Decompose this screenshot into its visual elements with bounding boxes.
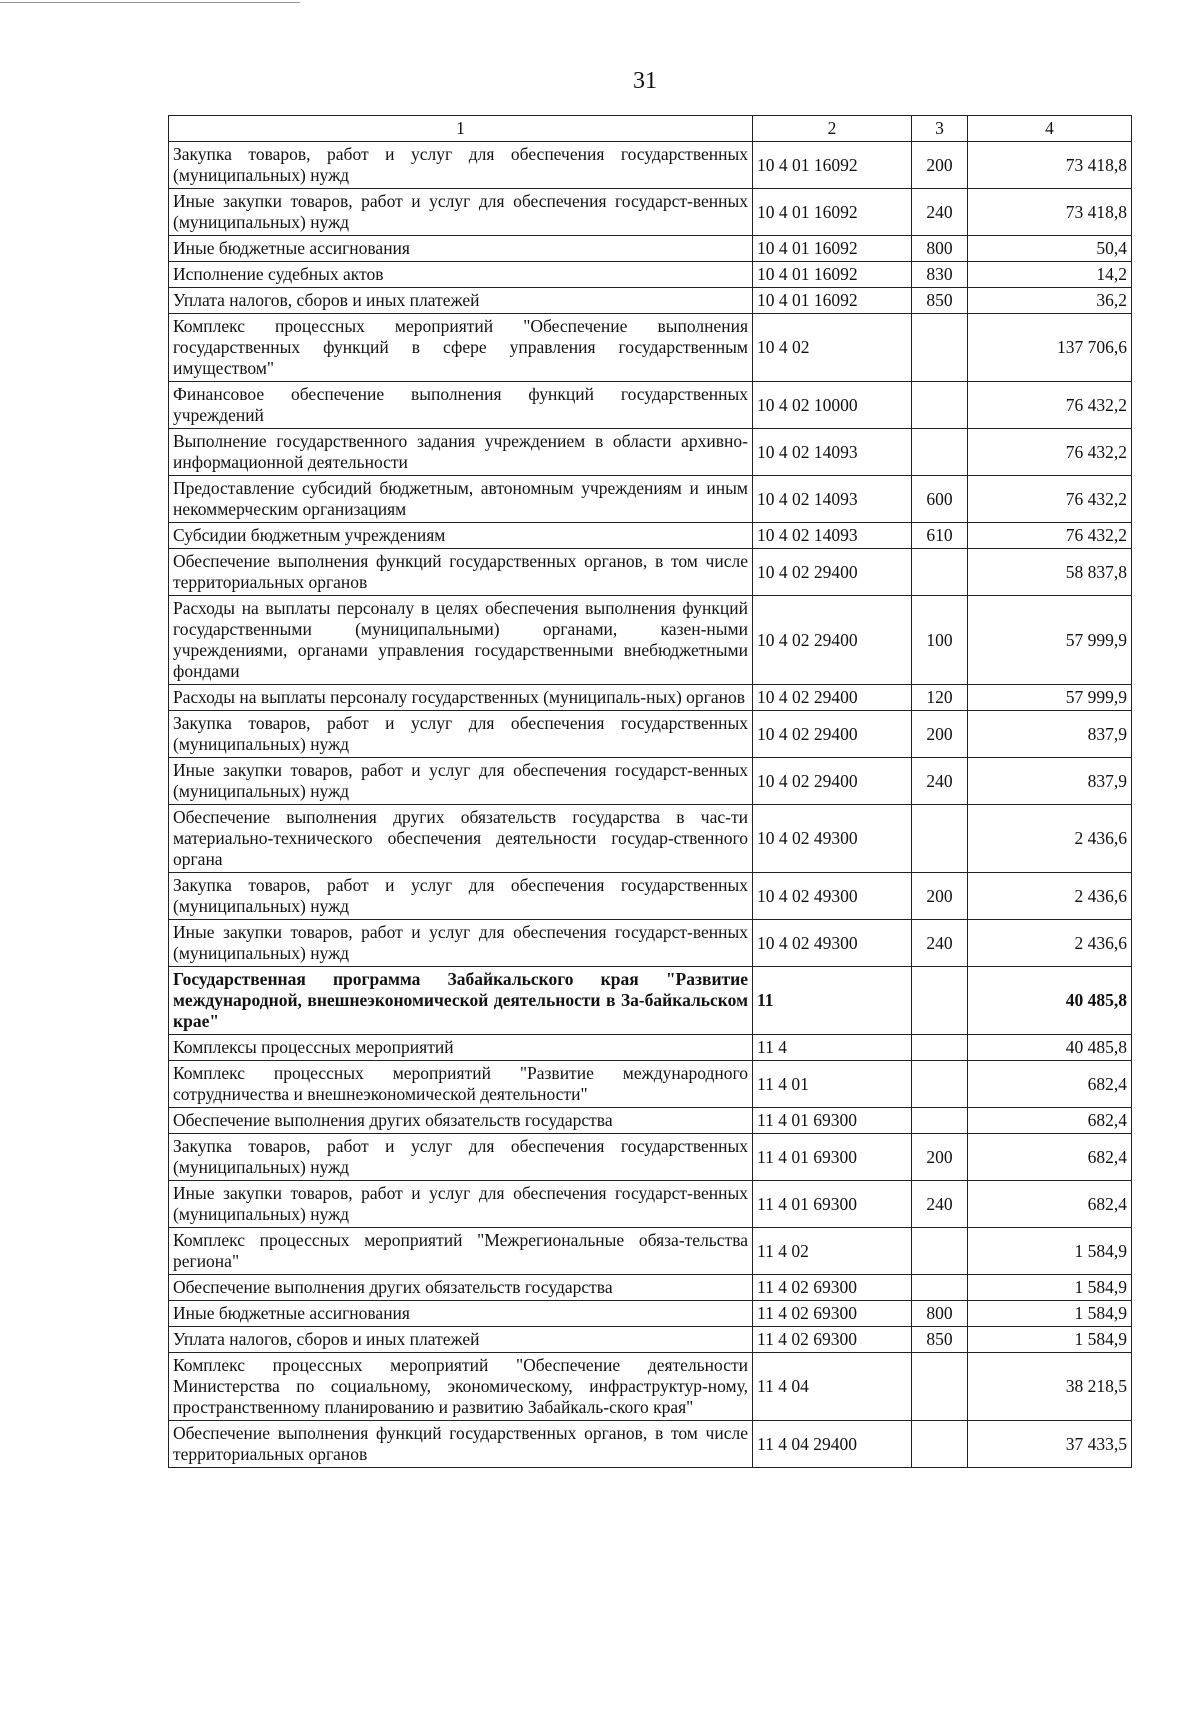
row-amount-cell: 137 706,6 bbox=[968, 314, 1132, 382]
row-amount-cell: 73 418,8 bbox=[968, 142, 1132, 189]
row-name-cell: Закупка товаров, работ и услуг для обеспечения государственных (муниципальных) нужд bbox=[169, 142, 753, 189]
row-name-cell: Иные закупки товаров, работ и услуг для обеспечения государст-венных (муниципальных) нужд bbox=[169, 1181, 753, 1228]
row-amount-cell: 2 436,6 bbox=[968, 920, 1132, 967]
row-code-cell: 11 4 01 69300 bbox=[753, 1108, 912, 1134]
row-name-cell: Закупка товаров, работ и услуг для обеспечения государственных (муниципальных) нужд bbox=[169, 873, 753, 920]
row-type-cell bbox=[912, 549, 968, 596]
table-row bbox=[169, 314, 1132, 382]
row-name-cell: Расходы на выплаты персоналу в целях обеспечения выполнения функций государственными (муниципальными) органами, казен-ными учреждениями, органами управления государственными внебюджетными фондами bbox=[169, 596, 753, 685]
row-name-cell: Иные бюджетные ассигнования bbox=[169, 236, 753, 262]
row-name-cell: Комплекс процессных мероприятий "Развитие международного сотрудничества и внешнеэкономической деятельности" bbox=[169, 1061, 753, 1108]
row-type-cell: 100 bbox=[912, 596, 968, 685]
table-row bbox=[169, 476, 1132, 523]
row-code-cell: 10 4 01 16092 bbox=[753, 262, 912, 288]
row-type-cell bbox=[912, 1353, 968, 1421]
row-type-cell: 850 bbox=[912, 288, 968, 314]
table-row bbox=[169, 1108, 1132, 1134]
row-name-cell: Комплекс процессных мероприятий "Межрегиональные обяза-тельства региона" bbox=[169, 1228, 753, 1275]
row-type-cell bbox=[912, 967, 968, 1035]
row-type-cell: 830 bbox=[912, 262, 968, 288]
table-row bbox=[169, 189, 1132, 236]
table-row bbox=[169, 758, 1132, 805]
table-row bbox=[169, 236, 1132, 262]
table-row bbox=[169, 262, 1132, 288]
table-row bbox=[169, 1035, 1132, 1061]
row-amount-cell: 682,4 bbox=[968, 1134, 1132, 1181]
row-amount-cell: 682,4 bbox=[968, 1061, 1132, 1108]
table-row bbox=[169, 920, 1132, 967]
row-name-cell: Обеспечение выполнения других обязательств государства bbox=[169, 1275, 753, 1301]
row-type-cell: 120 bbox=[912, 685, 968, 711]
row-name-cell: Выполнение государственного задания учреждением в области архивно-информационной деятельности bbox=[169, 429, 753, 476]
table-row bbox=[169, 523, 1132, 549]
row-code-cell: 10 4 02 29400 bbox=[753, 758, 912, 805]
table-row bbox=[169, 549, 1132, 596]
row-code-cell: 11 4 02 69300 bbox=[753, 1301, 912, 1327]
row-code-cell: 11 4 01 69300 bbox=[753, 1181, 912, 1228]
header-cell-1: 1 bbox=[169, 116, 753, 142]
row-name-cell: Предоставление субсидий бюджетным, автономным учреждениям и иным некоммерческим организациям bbox=[169, 476, 753, 523]
row-code-cell: 10 4 02 29400 bbox=[753, 549, 912, 596]
row-name-cell: Иные бюджетные ассигнования bbox=[169, 1301, 753, 1327]
row-type-cell bbox=[912, 429, 968, 476]
row-type-cell: 610 bbox=[912, 523, 968, 549]
row-code-cell: 10 4 01 16092 bbox=[753, 189, 912, 236]
row-name-cell: Иные закупки товаров, работ и услуг для обеспечения государст-венных (муниципальных) нужд bbox=[169, 189, 753, 236]
row-name-cell: Уплата налогов, сборов и иных платежей bbox=[169, 1327, 753, 1353]
row-type-cell: 800 bbox=[912, 236, 968, 262]
row-code-cell: 10 4 02 14093 bbox=[753, 523, 912, 549]
table-header-row bbox=[169, 116, 1132, 142]
row-amount-cell: 1 584,9 bbox=[968, 1327, 1132, 1353]
row-type-cell bbox=[912, 1061, 968, 1108]
row-name-cell: Уплата налогов, сборов и иных платежей bbox=[169, 288, 753, 314]
row-code-cell: 10 4 02 49300 bbox=[753, 805, 912, 873]
row-amount-cell: 1 584,9 bbox=[968, 1275, 1132, 1301]
table-row bbox=[169, 1353, 1132, 1421]
row-code-cell: 11 4 01 bbox=[753, 1061, 912, 1108]
row-code-cell: 11 4 02 69300 bbox=[753, 1275, 912, 1301]
table-row bbox=[169, 429, 1132, 476]
row-code-cell: 10 4 02 29400 bbox=[753, 685, 912, 711]
row-amount-cell: 40 485,8 bbox=[968, 1035, 1132, 1061]
row-amount-cell: 1 584,9 bbox=[968, 1228, 1132, 1275]
row-type-cell: 240 bbox=[912, 1181, 968, 1228]
row-name-cell: Обеспечение выполнения других обязательств государства bbox=[169, 1108, 753, 1134]
row-name-cell: Иные закупки товаров, работ и услуг для обеспечения государст-венных (муниципальных) нужд bbox=[169, 920, 753, 967]
row-name-cell: Комплекс процессных мероприятий "Обеспечение деятельности Министерства по социальному, экономическому, инфраструктур-ному, пространственному планированию и развитию Забайкаль-ского края" bbox=[169, 1353, 753, 1421]
row-type-cell bbox=[912, 1108, 968, 1134]
row-type-cell bbox=[912, 805, 968, 873]
row-name-cell: Обеспечение выполнения других обязательств государства в час-ти материально-технического обеспечения деятельности государ-ственного органа bbox=[169, 805, 753, 873]
row-name-cell: Финансовое обеспечение выполнения функций государственных учреждений bbox=[169, 382, 753, 429]
row-amount-cell: 40 485,8 bbox=[968, 967, 1132, 1035]
row-amount-cell: 76 432,2 bbox=[968, 523, 1132, 549]
table-row bbox=[169, 1327, 1132, 1353]
row-type-cell: 240 bbox=[912, 189, 968, 236]
row-amount-cell: 2 436,6 bbox=[968, 873, 1132, 920]
header-cell-4: 4 bbox=[968, 116, 1132, 142]
row-type-cell: 600 bbox=[912, 476, 968, 523]
row-type-cell bbox=[912, 1035, 968, 1061]
row-code-cell: 10 4 02 29400 bbox=[753, 711, 912, 758]
table-row bbox=[169, 873, 1132, 920]
row-code-cell: 10 4 02 14093 bbox=[753, 476, 912, 523]
row-name-cell: Государственная программа Забайкальского края "Развитие международной, внешнеэкономической деятельности в За-байкальском крае" bbox=[169, 967, 753, 1035]
row-code-cell: 11 4 04 29400 bbox=[753, 1421, 912, 1468]
row-amount-cell: 76 432,2 bbox=[968, 429, 1132, 476]
table-row bbox=[169, 805, 1132, 873]
table-row bbox=[169, 1301, 1132, 1327]
row-amount-cell: 837,9 bbox=[968, 758, 1132, 805]
table-row bbox=[169, 382, 1132, 429]
row-code-cell: 10 4 02 49300 bbox=[753, 873, 912, 920]
row-code-cell: 10 4 02 14093 bbox=[753, 429, 912, 476]
row-amount-cell: 37 433,5 bbox=[968, 1421, 1132, 1468]
row-type-cell bbox=[912, 1421, 968, 1468]
row-code-cell: 10 4 01 16092 bbox=[753, 236, 912, 262]
row-type-cell: 200 bbox=[912, 142, 968, 189]
row-code-cell: 10 4 02 bbox=[753, 314, 912, 382]
row-code-cell: 11 4 04 bbox=[753, 1353, 912, 1421]
row-amount-cell: 57 999,9 bbox=[968, 685, 1132, 711]
page-number: 31 bbox=[633, 68, 657, 94]
table-row bbox=[169, 288, 1132, 314]
row-name-cell: Комплексы процессных мероприятий bbox=[169, 1035, 753, 1061]
row-amount-cell: 50,4 bbox=[968, 236, 1132, 262]
row-name-cell: Обеспечение выполнения функций государственных органов, в том числе территориальных органов bbox=[169, 549, 753, 596]
header-cell-2: 2 bbox=[753, 116, 912, 142]
scan-edge-line bbox=[0, 2, 300, 3]
table-row bbox=[169, 1275, 1132, 1301]
row-amount-cell: 2 436,6 bbox=[968, 805, 1132, 873]
row-name-cell: Закупка товаров, работ и услуг для обеспечения государственных (муниципальных) нужд bbox=[169, 1134, 753, 1181]
row-code-cell: 10 4 02 49300 bbox=[753, 920, 912, 967]
table-row bbox=[169, 1134, 1132, 1181]
row-code-cell: 11 bbox=[753, 967, 912, 1035]
row-code-cell: 10 4 01 16092 bbox=[753, 142, 912, 189]
row-name-cell: Закупка товаров, работ и услуг для обеспечения государственных (муниципальных) нужд bbox=[169, 711, 753, 758]
row-name-cell: Субсидии бюджетным учреждениям bbox=[169, 523, 753, 549]
row-amount-cell: 837,9 bbox=[968, 711, 1132, 758]
table-row bbox=[169, 685, 1132, 711]
row-type-cell: 200 bbox=[912, 873, 968, 920]
row-name-cell: Комплекс процессных мероприятий "Обеспечение выполнения государственных функций в сфере управления государственным имуществом" bbox=[169, 314, 753, 382]
row-type-cell bbox=[912, 382, 968, 429]
header-cell-3: 3 bbox=[912, 116, 968, 142]
row-code-cell: 11 4 bbox=[753, 1035, 912, 1061]
row-amount-cell: 14,2 bbox=[968, 262, 1132, 288]
row-code-cell: 11 4 02 bbox=[753, 1228, 912, 1275]
budget-table bbox=[168, 115, 1132, 1468]
row-amount-cell: 57 999,9 bbox=[968, 596, 1132, 685]
table-row bbox=[169, 967, 1132, 1035]
row-amount-cell: 58 837,8 bbox=[968, 549, 1132, 596]
row-name-cell: Иные закупки товаров, работ и услуг для обеспечения государст-венных (муниципальных) нужд bbox=[169, 758, 753, 805]
row-type-cell: 240 bbox=[912, 758, 968, 805]
table-row bbox=[169, 142, 1132, 189]
row-type-cell: 200 bbox=[912, 711, 968, 758]
row-amount-cell: 38 218,5 bbox=[968, 1353, 1132, 1421]
row-code-cell: 11 4 01 69300 bbox=[753, 1134, 912, 1181]
table-row bbox=[169, 1421, 1132, 1468]
row-amount-cell: 73 418,8 bbox=[968, 189, 1132, 236]
row-type-cell: 240 bbox=[912, 920, 968, 967]
table-row bbox=[169, 1228, 1132, 1275]
row-type-cell bbox=[912, 1275, 968, 1301]
table-row bbox=[169, 596, 1132, 685]
row-code-cell: 10 4 01 16092 bbox=[753, 288, 912, 314]
table-row bbox=[169, 1061, 1132, 1108]
row-type-cell: 800 bbox=[912, 1301, 968, 1327]
table-row bbox=[169, 1181, 1132, 1228]
table-body bbox=[169, 116, 1132, 1468]
row-amount-cell: 36,2 bbox=[968, 288, 1132, 314]
row-code-cell: 10 4 02 10000 bbox=[753, 382, 912, 429]
row-type-cell bbox=[912, 314, 968, 382]
row-type-cell: 200 bbox=[912, 1134, 968, 1181]
row-amount-cell: 76 432,2 bbox=[968, 382, 1132, 429]
row-name-cell: Исполнение судебных актов bbox=[169, 262, 753, 288]
row-name-cell: Обеспечение выполнения функций государственных органов, в том числе территориальных органов bbox=[169, 1421, 753, 1468]
row-amount-cell: 1 584,9 bbox=[968, 1301, 1132, 1327]
row-code-cell: 10 4 02 29400 bbox=[753, 596, 912, 685]
row-amount-cell: 682,4 bbox=[968, 1108, 1132, 1134]
row-name-cell: Расходы на выплаты персоналу государственных (муниципаль-ных) органов bbox=[169, 685, 753, 711]
row-code-cell: 11 4 02 69300 bbox=[753, 1327, 912, 1353]
table-row bbox=[169, 711, 1132, 758]
row-type-cell bbox=[912, 1228, 968, 1275]
row-type-cell: 850 bbox=[912, 1327, 968, 1353]
row-amount-cell: 682,4 bbox=[968, 1181, 1132, 1228]
row-amount-cell: 76 432,2 bbox=[968, 476, 1132, 523]
